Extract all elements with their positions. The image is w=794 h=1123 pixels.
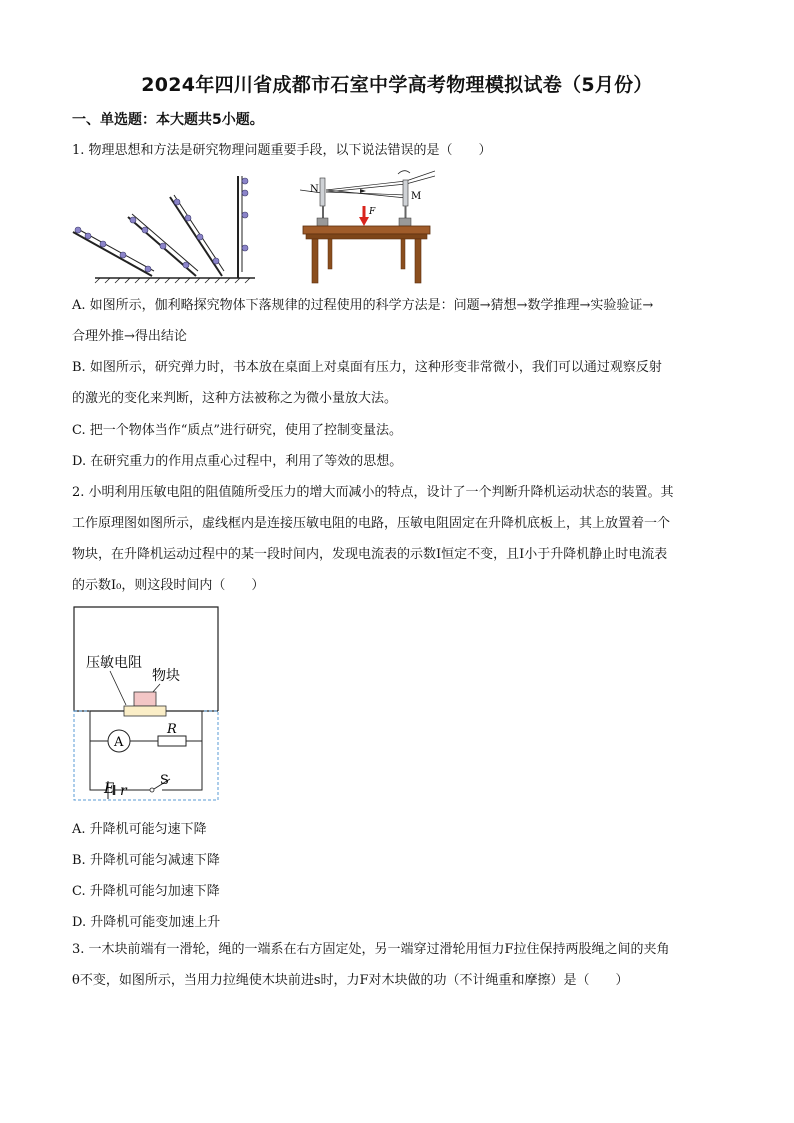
q1-option-a-line1: A. 如图所示，伽利略探究物体下落规律的过程使用的科学方法是：问题→猜想→数学推理→实验验证→ <box>72 298 654 313</box>
q2-option-c: C. 升降机可能匀加速下降 <box>72 884 220 899</box>
force-f-label: F <box>369 207 376 217</box>
q1-option-c: C. 把一个物体当作“质点”进行研究，使用了控制变量法。 <box>72 423 403 438</box>
section-heading: 一、单选题：本大题共5小题。 <box>72 112 264 128</box>
ammeter-label: A <box>114 735 124 750</box>
q2-stem-line4: 的示数I₀，则这段时间内（ ） <box>72 578 265 593</box>
switch-label: S <box>160 773 169 788</box>
internal-resistance-label: r <box>120 783 127 799</box>
q2-option-d: D. 升降机可能变加速上升 <box>72 915 221 930</box>
q2-stem-line1: 2. 小明利用压敏电阻的阻值随所受压力的增大而减小的特点，设计了一个判断升降机运动状态的装置。其 <box>72 485 674 500</box>
elevator-circuit-figure <box>72 605 222 803</box>
q2-stem-line3: 物块，在升降机运动过程中的某一段时间内，发现电流表的示数I恒定不变，且I小于升降机静止时电流表 <box>72 547 668 562</box>
q3-stem-line2: θ不变，如图所示，当用力拉绳使木块前进s时，力F对木块做的功（不计绳重和摩擦）是（ ） <box>72 973 629 988</box>
emf-label: E <box>104 781 115 797</box>
resistor-label: R <box>167 722 177 737</box>
q1-option-b-line1: B. 如图所示，研究弹力时，书本放在桌面上对桌面有压力，这种形变非常微小，我们可以通过观察反射 <box>72 360 662 375</box>
sensor-label: 压敏电阻 <box>86 655 142 671</box>
galileo-incline-figure <box>70 172 260 284</box>
q2-stem-line2: 工作原理图如图所示，虚线框内是连接压敏电阻的电路，压敏电阻固定在升降机底板上，其上放置着一个 <box>72 516 671 531</box>
q1-stem: 1. 物理思想和方法是研究物理问题重要手段，以下说法错误的是（ ） <box>72 143 492 158</box>
micro-deformation-figure <box>300 166 435 286</box>
q1-option-d: D. 在研究重力的作用点重心过程中，利用了等效的思想。 <box>72 454 403 469</box>
q2-option-a: A. 升降机可能匀速下降 <box>72 822 207 837</box>
mirror-n-label: N <box>310 184 319 195</box>
page-title: 2024年四川省成都市石室中学高考物理模拟试卷（5月份） <box>141 74 653 96</box>
block-label: 物块 <box>152 668 180 684</box>
q3-stem-line1: 3. 一木块前端有一滑轮，绳的一端系在右方固定处，另一端穿过滑轮用恒力F拉住保持两股绳之间的夹角 <box>72 942 670 957</box>
q2-option-b: B. 升降机可能匀减速下降 <box>72 853 220 868</box>
q1-option-a-line2: 合理外推→得出结论 <box>72 329 187 344</box>
mirror-m-label: M <box>411 191 422 202</box>
q1-option-b-line2: 的激光的变化来判断，这种方法被称之为微小量放大法。 <box>72 391 398 406</box>
